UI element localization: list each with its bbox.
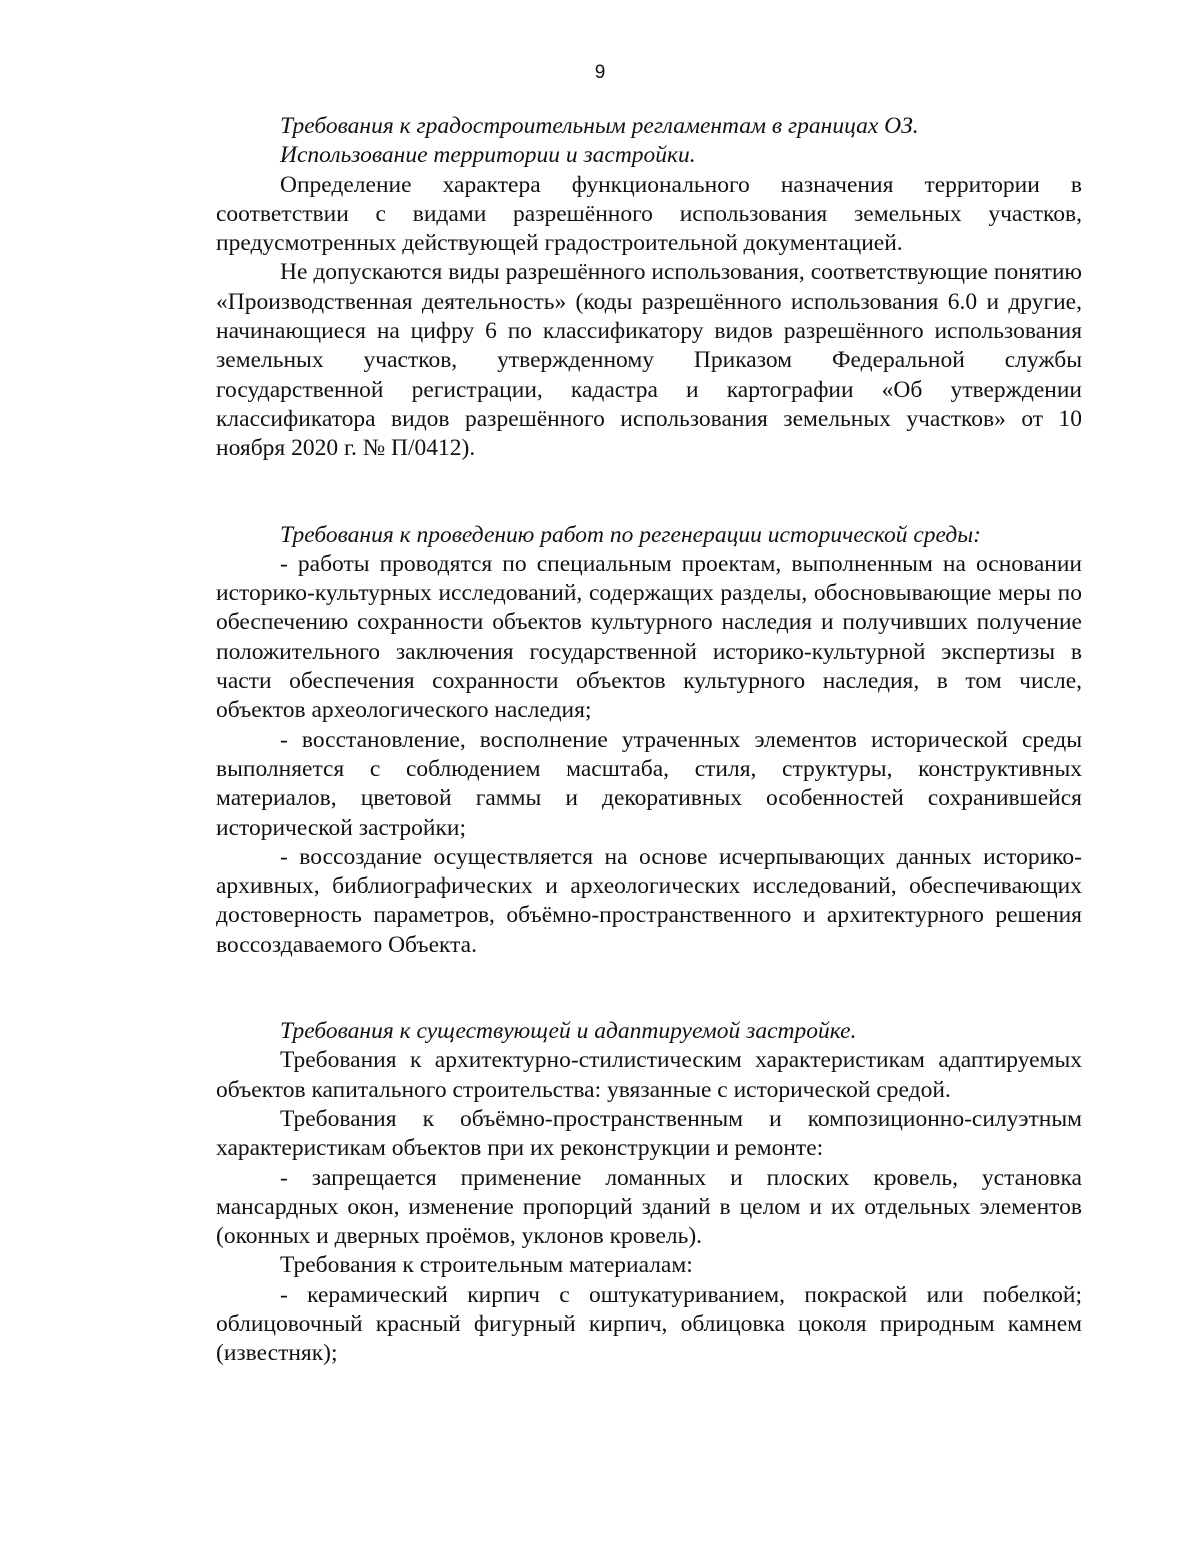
section-gap — [216, 989, 1082, 1017]
section-gap — [216, 493, 1082, 521]
section-heading — [216, 112, 1082, 171]
paragraph: Определение характера функционального назначения территории в соответствии с видами разрешённого использования земельных участков, предусмотренных действующей градостроительной документацией. — [216, 171, 1082, 257]
paragraph: Не допускаются виды разрешённого использования, соответствующие понятию «Производственная деятельность» (коды разрешённого использования 6.0 и другие, начинающиеся на цифру 6 по классификатору видов разрешённого использования земельных участков, утвержденному Приказом Федеральной службы государственной регистрации, кадастра и картографии «Об утверждении классификатора видов разрешённого использования земельных участков» от 10 ноября 2020 г. № П/0412). — [216, 259, 1082, 462]
section-heading — [216, 521, 1082, 550]
heading-line: Использование территории и застройки. — [280, 142, 696, 169]
heading-line: Требования к существующей и адаптируемой застройке. — [280, 1018, 857, 1045]
section-land-use — [216, 112, 1082, 464]
heading-line: Требования к проведению работ по регенерации исторической среды: — [280, 521, 981, 548]
paragraph: Требования к объёмно-пространственным и композиционно-силуэтным характеристикам объектов при их реконструкции и ремонте: — [216, 1105, 1082, 1162]
paragraph: - керамический кирпич с оштукатуриванием, покраской или побелкой; облицовочный красный фигурный кирпич, облицовка цоколя природным камнем (известняк); — [216, 1281, 1082, 1367]
section-heading — [216, 1017, 1082, 1046]
paragraph: Требования к архитектурно-стилистическим характеристикам адаптируемых объектов капитального строительства: увязанные с исторической средой. — [216, 1047, 1082, 1103]
paragraph: - работы проводятся по специальным проектам, выполненным на основании историко-культурных исследований, содержащих разделы, обосновывающие меры по обеспечению сохранности объектов культурного наследия и получивших получение положительного заключения государственной историко-культурной экспертизы в части обеспечения сохранности объектов культурного наследия, в том числе, объектов археологического наследия; — [216, 550, 1082, 724]
paragraph: Требования к строительным материалам: — [280, 1252, 693, 1279]
section-existing-buildings — [216, 1017, 1082, 1369]
paragraph: - воссоздание осуществляется на основе исчерпывающих данных историко-архивных, библиографических и археологических исследований, обеспечивающих достоверность параметров, объёмно-пространственного и архитектурного решения воссоздаваемого Объекта. — [216, 843, 1082, 958]
section-regeneration — [216, 521, 1082, 960]
document-body — [216, 112, 1082, 1398]
paragraph: - восстановление, восполнение утраченных элементов исторической среды выполняется с соблюдением масштаба, стиля, структуры, конструктивных материалов, цветовой гаммы и декоративных особенностей сохранившейся исторической застройки; — [216, 726, 1082, 841]
page-number: 9 — [594, 62, 606, 83]
heading-line: Требования к градостроительным регламентам в границах ОЗ. — [280, 113, 919, 139]
paragraph: - запрещается применение ломанных и плоских кровель, установка мансардных окон, изменение пропорций зданий в целом и их отдельных элементов (оконных и дверных проёмов, уклонов кровель). — [216, 1164, 1082, 1250]
